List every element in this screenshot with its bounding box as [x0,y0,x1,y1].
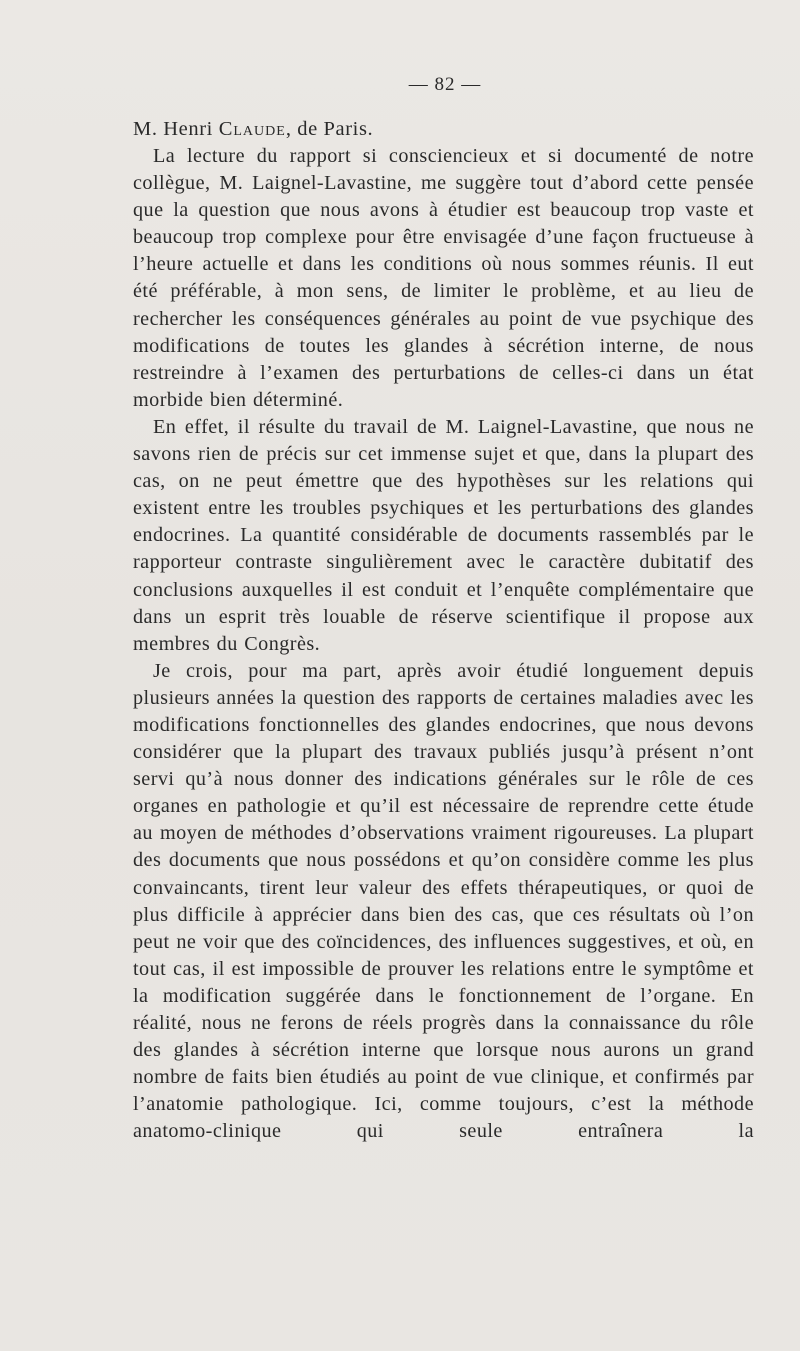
paragraph: La lecture du rapport si consciencieux et si documenté de notre collègue, M. Laignel-Lavastine, me suggère tout d’abord cette pensée que la question que nous avons à étudier est beaucoup trop vaste et beaucoup trop complexe pour être envisagée d’une façon fructueuse à l’heure actuelle et dans les conditions où nous sommes réunis. Il eut été préférable, à mon sens, de limiter le problème, et au lieu de rechercher les conséquences générales au point de vue psychique des modifications de toutes les glandes à sécrétion interne, de nous restreindre à l’examen des perturbations de celles-ci dans un état morbide bien déterminé. [133,145,754,411]
page-number: — 82 — [408,74,482,95]
speaker-prefix: M. Henri [133,118,213,140]
speaker-name: Claude [218,118,286,140]
paragraph: Je crois, pour ma part, après avoir étudié longuement depuis plusieurs années la question des rapports de certaines maladies avec les modifications fonctionnelles des glandes endocrines, que nous devons considérer que la plupart des travaux publiés jusqu’à présent n’ont servi qu’à nous donner des indications générales sur le rôle de ces organes en pathologie et qu’il est nécessaire de reprendre cette étude au moyen de méthodes d’observations vraiment rigoureuses. La plupart des documents que nous possédons et qu’on considère comme les plus convaincants, tirent leur valeur des effets thérapeutiques, or quoi de plus difficile à apprécier dans bien des cas, que ces résultats où l’on peut ne voir que des coïncidences, des influences suggestives, et où, en tout cas, il est impossible de prouver les relations entre le symptôme et la modification suggérée dans le fonctionnement de l’organe. En réalité, nous ne ferons de réels progrès dans la connaissance du rôle des glandes à sécrétion interne que lorsque nous aurons un grand nombre de faits bien étudiés au point de vue clinique, et confirmés par l’anatomie pathologique. Ici, comme toujours, c’est la méthode anatomo-clinique qui seule entraînera la [133,659,754,1143]
speaker-heading [133,116,754,143]
text-body [133,116,754,1145]
paragraph: En effet, il résulte du travail de M. Laignel-Lavastine, que nous ne savons rien de précis sur cet immense sujet et que, dans la plupart des cas, on ne peut émettre que des hypothèses sur les relations qui existent entre les troubles psychiques et les perturbations des glandes endocrines. La quantité considérable de documents rassemblés par le rapporteur contraste singulièrement avec le caractère dubitatif des conclusions auxquelles il est conduit et l’enquête complémentaire que dans un esprit très louable de réserve scientifique il propose aux membres du Congrès. [133,415,754,655]
speaker-origin: , de Paris. [285,118,374,140]
